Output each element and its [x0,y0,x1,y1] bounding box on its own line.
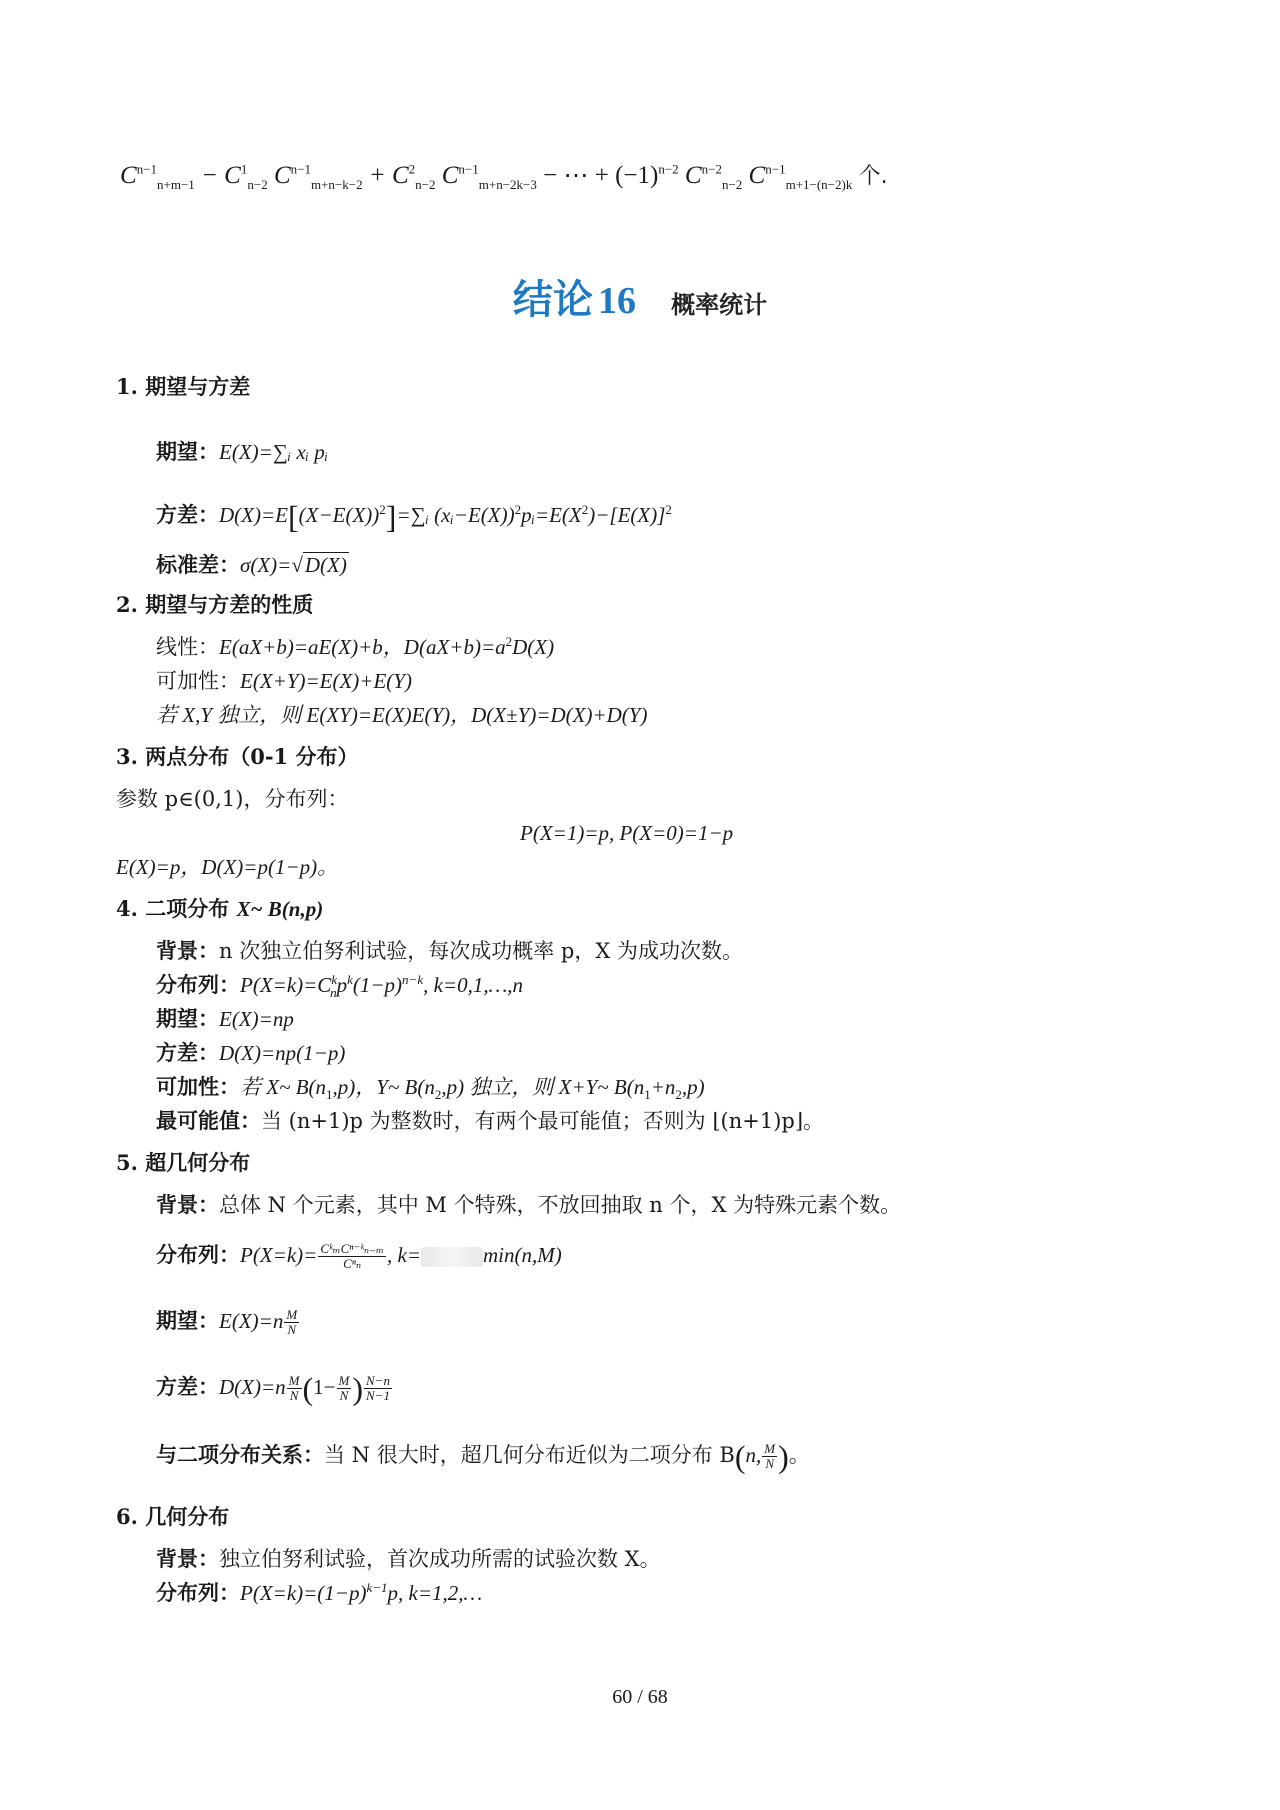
formula: E(X)=∑ᵢ xᵢ pᵢ [219,440,329,464]
fraction [287,1374,302,1403]
sup: n−1 [290,161,311,177]
denominator: N [339,1388,349,1403]
term: + C [368,162,409,189]
fraction [337,1374,352,1403]
two-point-dist: P(X=1)=p, P(X=0)=1−p [520,821,734,845]
fraction [364,1374,392,1403]
hyper-background [156,1190,901,1220]
sup: k [347,972,353,987]
label: 背景： [156,938,219,963]
numerator: M [338,1373,350,1388]
fraction [284,1308,299,1337]
sup: n−1 [458,161,479,177]
binomial-variance [156,1038,345,1068]
label: 可加性： [156,669,240,693]
sub: n−2 [721,177,743,192]
section-3-title: 3. 两点分布（0-1 分布） [116,744,359,769]
section-5-title: 5. 超几何分布 [116,1150,251,1175]
label: 与二项分布关系： [156,1442,324,1467]
paren: ( [302,1370,314,1407]
sub: 1 [644,1087,651,1103]
formula-part: +n [650,1075,676,1099]
label: 标准差： [156,552,240,577]
binomial-mode [156,1106,824,1136]
denominator: N [765,1456,774,1471]
bracket: [ [287,498,299,535]
text: 总体 N 个元素，其中 M 个特殊，不放回抽取 n 个，X 为特殊元素个数。 [219,1193,902,1217]
expectation-line [156,437,328,467]
formula-part: D(X)=n [219,1375,286,1399]
denominator: N [287,1322,297,1337]
sub: 2 [675,1087,682,1103]
label: 最可能值： [156,1108,261,1133]
hyper-binomial-relation [156,1438,810,1475]
term: C [748,162,766,189]
label: 期望： [156,1006,219,1031]
label: 方差： [156,502,219,527]
formula-part: , k=0,1,…,n [423,973,524,997]
hyper-variance [156,1370,393,1407]
formula-part: =∑ᵢ (xᵢ−E(X)) [396,503,515,527]
formula-part: E(X)=n [219,1309,284,1333]
paren: ) [352,1370,363,1407]
sub: m+n−2k−3 [478,177,537,192]
sub: 2 [434,1087,442,1103]
numerator: CᵏₘCⁿ⁻ᵏₙ₋ₘ [320,1241,384,1256]
numerator: M [288,1373,300,1388]
sup: k−1 [366,1580,388,1595]
formula-part: (X−E(X)) [298,503,380,527]
formula-part: ,p) [681,1075,705,1099]
formula: D(X)=np(1−p) [219,1041,346,1065]
text: 当 N 很大时，超几何分布近似为二项分布 B [324,1443,735,1467]
sup: n−2 [658,161,679,177]
binomial-additivity [156,1072,705,1102]
hyper-dist [156,1240,562,1271]
sup: 2 [379,502,386,517]
formula-part: pᵢ=E(X [521,503,582,527]
section-4-title [116,894,323,924]
paren: ( [734,1438,746,1475]
page-number: 60 / 68 [612,1686,668,1708]
denominator: N [289,1388,299,1403]
section-heading [0,268,1280,325]
formula-part: ,p)，Y~ B(n [332,1075,435,1099]
sup: 2 [665,502,672,517]
sup: 1 [240,161,248,177]
heading-number: 16 [598,280,636,322]
sup: n−2 [701,161,722,177]
sub: m+n−k−2 [310,177,363,192]
linearity-line [156,632,554,662]
formula-part: P(X=k)=C [240,973,332,997]
geometric-background [156,1544,661,1574]
sub: n−2 [247,177,268,192]
numerator: N−n [366,1373,390,1388]
formula-part: P(X=k)= [240,1243,318,1267]
term: C [684,162,702,189]
term: C [441,162,459,189]
formula-part: 若 X~ B(n [240,1075,327,1099]
geometric-dist [156,1578,482,1608]
formula-part: )−[E(X)] [588,503,666,527]
formula-part: D(X)=E [219,503,288,527]
independence-line: 若 X,Y 独立，则 E(XY)=E(X)E(Y)，D(X±Y)=D(X)+D(Y) [156,703,648,727]
formula-part: min(n,M) [483,1243,562,1267]
sup: n−1 [136,161,158,177]
text: 。 [788,1443,810,1467]
formula-part: D(X) [512,635,555,659]
blurred-region [421,1247,483,1267]
term: − ⋯ + (−1) [543,162,659,189]
sqrt-content: D(X) [304,553,347,577]
sup: 2 [408,161,416,177]
sub: n [330,985,337,1001]
formula-part: σ(X)= [240,553,292,577]
label: 线性： [156,635,219,659]
label: 期望： [156,439,219,464]
sub: n−2 [415,177,436,192]
section-6-title: 6. 几何分布 [116,1504,230,1529]
sqrt-sign: √ [291,553,303,577]
binomial-expectation [156,1004,294,1034]
formula-part: p [336,973,348,997]
formula: E(X+Y)=E(X)+E(Y) [240,669,412,693]
section-2-title: 2. 期望与方差的性质 [116,592,314,617]
variance-line [156,498,672,535]
formula-part: ,p) 独立，则 X+Y~ B(n [441,1075,645,1099]
label: 分布列： [156,972,240,997]
formula-part: P(X=k)=(1−p) [240,1581,367,1605]
label: 背景： [156,1192,219,1217]
sup: n−k [402,972,424,987]
numerator: M [286,1307,298,1322]
bracket: ] [385,498,397,535]
title-text: 4. 二项分布 [116,896,237,921]
params-line: 参数 p∈(0,1)，分布列： [116,787,349,811]
label: 方差： [156,1374,219,1399]
sub: n+m−1 [157,177,195,192]
heading-prefix: 结论 [512,277,593,323]
sup: n−1 [765,161,786,177]
section-1-title: 1. 期望与方差 [116,374,251,399]
top-formula [120,158,888,195]
paren: ) [778,1438,789,1475]
label: 方差： [156,1040,219,1065]
text: 当 (n+1)p 为整数时，有两个最可能值；否则为 ⌊(n+1)p⌋。 [261,1109,825,1133]
sup: 2 [514,502,522,517]
fraction [762,1442,777,1471]
additivity-line [156,666,412,696]
term: − C [201,162,241,189]
text: 独立伯努利试验，首次成功所需的试验次数 X。 [219,1547,661,1571]
sup: k [331,972,338,987]
label: 分布列： [156,1580,240,1605]
formula-part: 1− [313,1375,336,1399]
formula-suffix: 个. [858,164,888,189]
denominator: N−1 [366,1388,390,1403]
label: 期望： [156,1308,219,1333]
hyper-expectation [156,1306,300,1337]
formula-part: , k= [387,1243,421,1267]
term: C [273,162,291,189]
text: n 次独立伯努利试验，每次成功概率 p，X 为成功次数。 [219,939,743,963]
denominator: Cⁿₙ [343,1256,362,1271]
formula-part: (1−p) [352,973,403,997]
label: 背景： [156,1546,219,1571]
term: C [120,162,137,189]
title-formula: X~ B(n,p) [236,897,324,921]
formula: E(X)=np [219,1007,294,1031]
two-point-moments: E(X)=p，D(X)=p(1−p)。 [116,855,339,879]
formula-part: n, [745,1443,762,1467]
binomial-background [156,936,743,966]
fraction [318,1242,386,1271]
label: 可加性： [156,1074,240,1099]
sup: 2 [505,634,513,649]
numerator: M [764,1441,776,1456]
label: 分布列： [156,1242,240,1267]
sub: m+1−(n−2)k [785,177,853,192]
formula-part: E(aX+b)=aE(X)+b，D(aX+b)=a [219,635,506,659]
sub: 1 [326,1087,333,1103]
sup: 2 [581,502,589,517]
formula-part: p, k=1,2,… [387,1581,483,1605]
heading-subtitle: 概率统计 [671,291,768,319]
std-dev-line [156,550,349,580]
binomial-dist [156,970,523,1000]
